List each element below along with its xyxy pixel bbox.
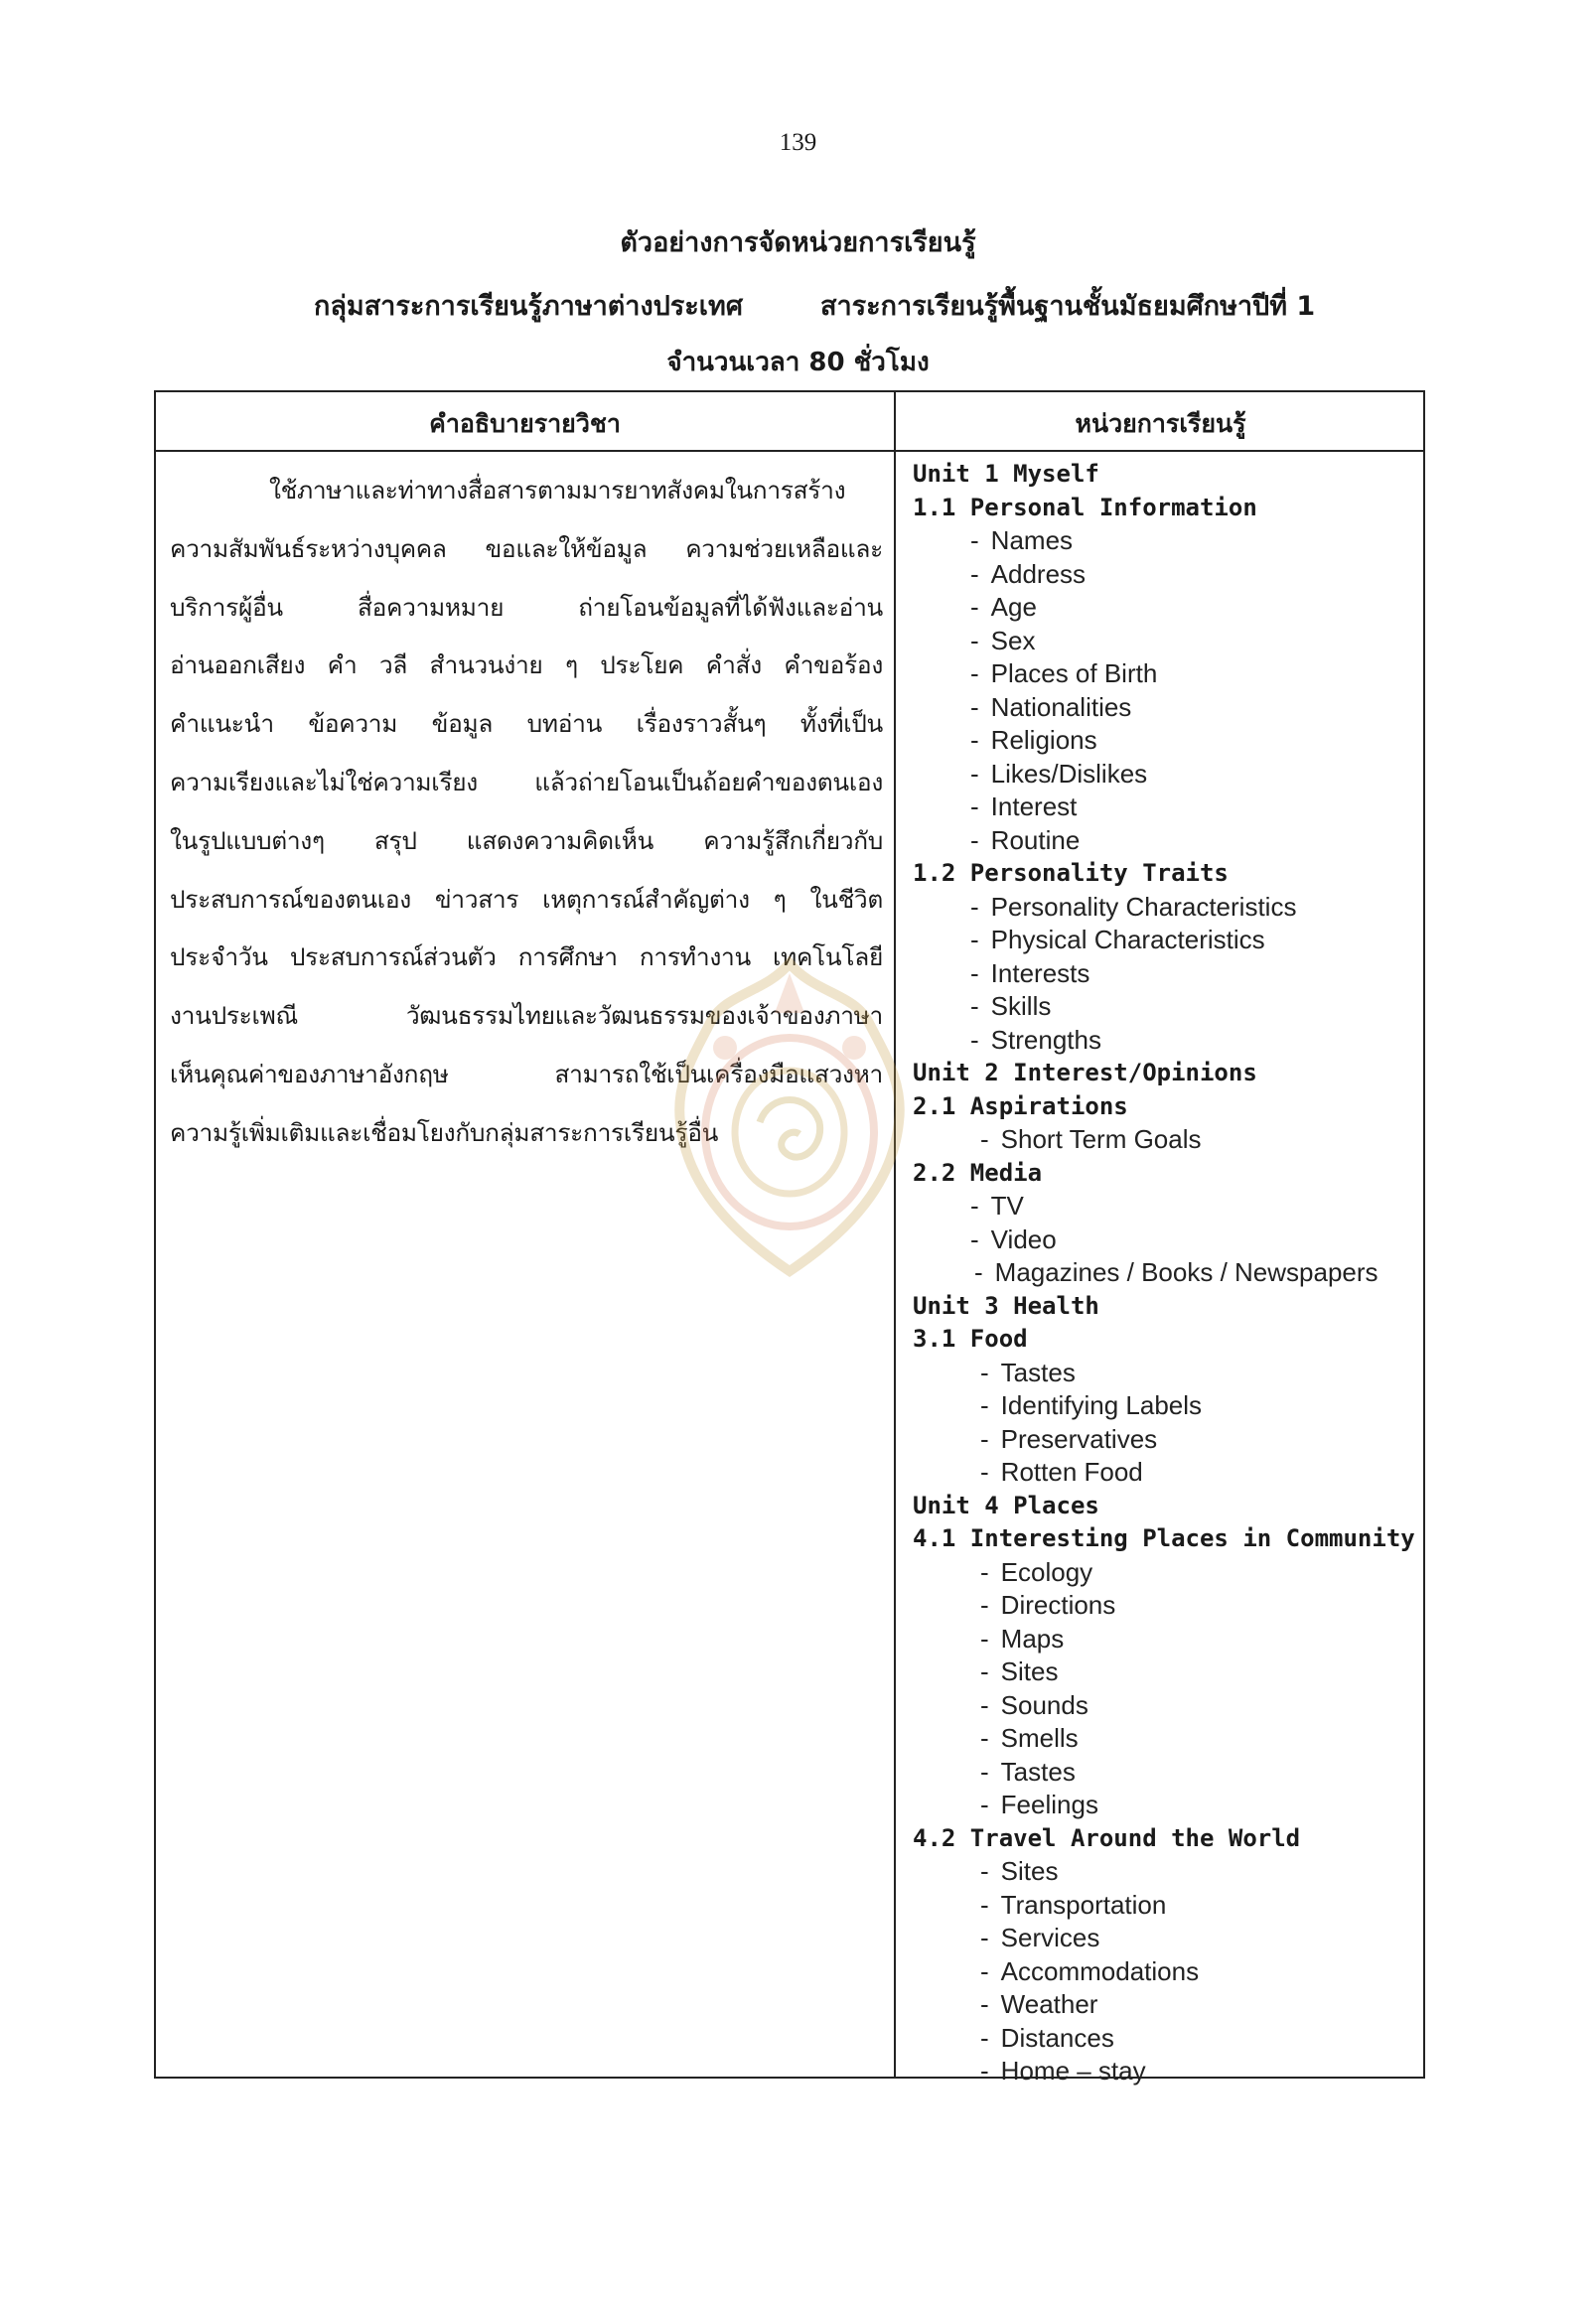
unit-topic-item [913, 1789, 1419, 1822]
bullet-dash: - [980, 1590, 989, 1620]
unit-topic-label: Tastes [1000, 1756, 1076, 1787]
unit-topic-label: Tastes [1000, 1357, 1076, 1387]
bullet-dash: - [980, 1124, 989, 1154]
unit-topic-item [913, 691, 1419, 725]
unit-topic-item [913, 1357, 1419, 1390]
description-line: อ่านออกเสียง คำ วลี สำนวนง่าย ๆ ประโยค คำสั่ง คำขอร้อง [170, 650, 883, 680]
unit-topic-label: Likes/Dislikes [990, 758, 1148, 789]
unit-topic-label: Ecology [1000, 1556, 1093, 1587]
unit-topic-label: Physical Characteristics [990, 925, 1265, 954]
unit-topic-label: Services [1000, 1923, 1100, 1952]
unit-topic-label: Magazines / Books / Newspapers [994, 1257, 1378, 1287]
unit-topic-label: Rotten Food [1000, 1457, 1143, 1487]
unit-topic-label: Maps [1000, 1623, 1065, 1654]
unit-topic-label: Sites [1000, 1856, 1059, 1886]
unit-topic-label: Interests [990, 957, 1090, 988]
unit-topic-label: Preservatives [1000, 1423, 1158, 1454]
unit-heading: Unit 4 Places [913, 1491, 1099, 1519]
unit-topic-label: Weather [1000, 1989, 1098, 2019]
bullet-dash: - [970, 691, 979, 722]
unit-topic-item [913, 1556, 1419, 1590]
description-line: ประสบการณ์ของตนเอง ข่าวสาร เหตุการณ์สำคัญต่าง ๆ ในชีวิต [170, 884, 883, 914]
total-hours: จำนวนเวลา 80 ชั่วโมง [666, 348, 930, 377]
bullet-dash: - [970, 1191, 979, 1221]
unit-topic-label: Address [990, 558, 1087, 589]
unit-topic-item [913, 1722, 1419, 1756]
unit-topic-label: Personality Characteristics [990, 891, 1297, 922]
description-line: ใช้ภาษาและท่าทางสื่อสารตามมารยาทสังคมในการสร้าง [269, 476, 846, 504]
unit-topic-label: Short Term Goals [1000, 1124, 1202, 1154]
unit-topic-item [913, 2055, 1419, 2088]
unit-topic-label: Directions [1000, 1590, 1116, 1620]
unit-topic-item [913, 1456, 1419, 1490]
description-line: ความเรียงและไม่ใช่ความเรียง แล้วถ่ายโอนเป็นถ้อยคำของตนเอง [170, 767, 883, 796]
unit-topic-label: Sex [990, 625, 1036, 655]
unit-topic-item [913, 1689, 1419, 1723]
unit-topic-item [913, 1756, 1419, 1790]
bullet-dash: - [980, 1889, 989, 1920]
unit-topic-item [913, 1423, 1419, 1457]
unit-topic-label: Feelings [1000, 1790, 1098, 1819]
unit-topic-item [913, 824, 1419, 858]
unit-topic-item [913, 1389, 1419, 1423]
unit-topic-item [913, 657, 1419, 691]
bullet-dash: - [970, 991, 979, 1021]
unit-topic-label: Accommodations [1000, 1955, 1200, 1986]
unit-heading: 1.1 Personal Information [913, 493, 1257, 521]
unit-topic-item [913, 957, 1419, 991]
unit-heading: 4.2 Travel Around the World [913, 1823, 1301, 1852]
unit-topic-item [913, 724, 1419, 758]
unit-heading: Unit 2 Interest/Opinions [913, 1059, 1257, 1086]
bullet-dash: - [970, 891, 979, 922]
bullet-dash: - [970, 1223, 979, 1254]
bullet-dash: - [980, 1923, 989, 1952]
bullet-dash: - [970, 592, 979, 622]
bullet-dash: - [980, 2056, 989, 2086]
description-line: ความสัมพันธ์ระหว่างบุคคล ขอและให้ข้อมูล ความช่วยเหลือและ [170, 533, 883, 563]
bullet-dash: - [980, 1955, 989, 1986]
bullet-dash: - [970, 625, 979, 655]
bullet-dash: - [980, 1623, 989, 1654]
unit-topic-item [913, 2022, 1419, 2056]
unit-topic-item [913, 1024, 1419, 1058]
bullet-dash: - [980, 1656, 989, 1686]
unit-heading: 4.1 Interesting Places in Community [913, 1524, 1415, 1552]
table-header-row [156, 392, 1423, 452]
unit-topic-item [913, 924, 1419, 957]
unit-topic-label: Sounds [1000, 1689, 1088, 1720]
unit-topic-item [913, 1223, 1419, 1257]
unit-topic-label: Smells [1000, 1723, 1079, 1753]
unit-heading: 1.2 Personality Traits [913, 859, 1229, 887]
unit-topic-item [913, 558, 1419, 592]
bullet-dash: - [970, 725, 979, 755]
unit-topic-label: Transportation [1000, 1889, 1167, 1920]
unit-topic-label: Names [990, 525, 1074, 555]
bullet-dash: - [970, 1024, 979, 1055]
page-number: 139 [779, 129, 817, 156]
bullet-dash: - [980, 1723, 989, 1753]
description-line: บริการผู้อื่น สื่อความหมาย ถ่ายโอนข้อมูลที่ได้ฟังและอ่าน [170, 592, 883, 622]
unit-topic-item [913, 758, 1419, 792]
bullet-dash: - [970, 792, 979, 821]
unit-topic-item [913, 524, 1419, 558]
unit-topic-label: Distances [1000, 2022, 1114, 2053]
unit-topic-label: Identifying Labels [1000, 1390, 1203, 1420]
bullet-dash: - [970, 957, 979, 988]
bullet-dash: - [980, 1357, 989, 1387]
bullet-dash: - [980, 1790, 989, 1819]
bullet-dash: - [970, 758, 979, 789]
unit-topic-label: Religions [990, 725, 1097, 755]
bullet-dash: - [980, 1423, 989, 1454]
unit-topic-item [913, 1589, 1419, 1623]
unit-topic-item [913, 1123, 1419, 1157]
header-learning-units: หน่วยการเรียนรู้ [1075, 409, 1246, 438]
description-line: คำแนะนำ ข้อความ ข้อมูล บทอ่าน เรื่องราวสั้นๆ ทั้งที่เป็น [170, 709, 883, 739]
unit-topic-label: Nationalities [990, 691, 1132, 722]
unit-heading: 3.1 Food [913, 1325, 1028, 1353]
unit-topic-label: Video [990, 1223, 1057, 1254]
unit-topic-label: Age [990, 592, 1037, 622]
description-line: งานประเพณี วัฒนธรรมไทยและวัฒนธรรมของเจ้าของภาษา [170, 1001, 883, 1031]
bullet-dash: - [980, 1989, 989, 2019]
unit-heading: 2.1 Aspirations [913, 1091, 1128, 1120]
unit-topic-item [913, 990, 1419, 1024]
course-level: สาระการเรียนรู้พื้นฐานชั้นมัธยมศึกษาปีที่ 1 [820, 291, 1316, 322]
description-line: เห็นคุณค่าของภาษาอังกฤษ สามารถใช้เป็นเครื่องมือแสวงหา [170, 1059, 883, 1088]
unit-heading: 2.2 Media [913, 1158, 1043, 1187]
document-title: ตัวอย่างการจัดหน่วยการเรียนรู้ [620, 227, 976, 258]
unit-topic-label: Skills [990, 991, 1052, 1021]
bullet-dash: - [970, 525, 979, 555]
bullet-dash: - [980, 1856, 989, 1886]
bullet-dash: - [980, 1457, 989, 1487]
bullet-dash: - [980, 2022, 989, 2053]
bullet-dash: - [970, 925, 979, 954]
unit-topic-item [913, 1988, 1419, 2022]
unit-topic-label: Strengths [990, 1024, 1101, 1055]
school-emblem-watermark-icon [655, 953, 924, 1281]
learning-units-list [913, 458, 1419, 2088]
unit-topic-label: TV [990, 1191, 1024, 1221]
bullet-dash: - [974, 1257, 983, 1287]
unit-topic-item [913, 1922, 1419, 1955]
unit-topic-label: Interest [990, 792, 1078, 821]
unit-topic-item [913, 591, 1419, 625]
unit-topic-item [913, 1955, 1419, 1989]
bullet-dash: - [970, 824, 979, 855]
unit-topic-item [913, 1855, 1419, 1889]
unit-heading: Unit 3 Health [913, 1291, 1099, 1320]
unit-topic-item [913, 1256, 1419, 1290]
unit-topic-label: Home – stay [1000, 2056, 1146, 2086]
subject-group: กลุ่มสาระการเรียนรู้ภาษาต่างประเทศ [314, 291, 743, 322]
unit-topic-item [913, 891, 1419, 925]
bullet-dash: - [980, 1689, 989, 1720]
unit-topic-item [913, 791, 1419, 824]
unit-topic-label: Places of Birth [990, 658, 1158, 688]
bullet-dash: - [970, 658, 979, 688]
bullet-dash: - [980, 1556, 989, 1587]
header-course-description: คำอธิบายรายวิชา [429, 409, 621, 438]
unit-topic-item [913, 1623, 1419, 1656]
bullet-dash: - [980, 1756, 989, 1787]
bullet-dash: - [980, 1390, 989, 1420]
unit-topic-item [913, 1190, 1419, 1223]
unit-topic-item [913, 1655, 1419, 1689]
description-line: ในรูปแบบต่างๆ สรุป แสดงความคิดเห็น ความรู้สึกเกี่ยวกับ [170, 825, 883, 855]
unit-heading: Unit 1 Myself [913, 460, 1099, 488]
unit-topic-label: Routine [990, 824, 1081, 855]
description-line: ความรู้เพิ่มเติมและเชื่อมโยงกับกลุ่มสาระการเรียนรู้อื่น [170, 1117, 719, 1147]
unit-topic-item [913, 625, 1419, 658]
description-line: ประจำวัน ประสบการณ์ส่วนตัว การศึกษา การทำงาน เทคโนโลยี [170, 942, 883, 972]
unit-topic-label: Sites [1000, 1656, 1059, 1686]
bullet-dash: - [970, 558, 979, 589]
unit-topic-item [913, 1889, 1419, 1923]
